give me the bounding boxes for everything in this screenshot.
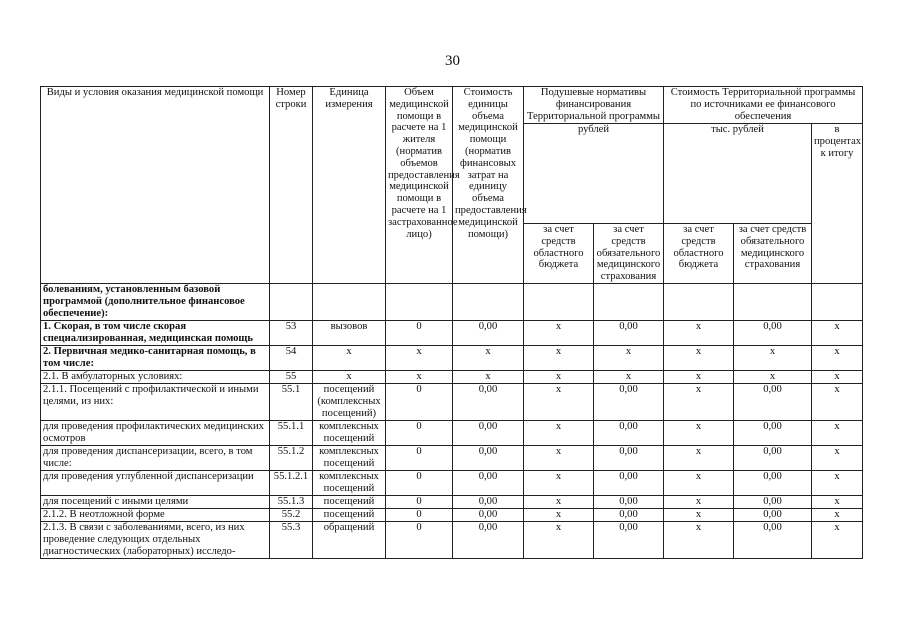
header-row-number: Номер строки [270, 87, 313, 284]
row-name: для проведения профилактических медицинских осмотров [41, 421, 270, 446]
row-name: болеваниям, установленным базовой программой (дополнительное финансовое обеспечение): [41, 284, 270, 321]
row-volume: х [386, 346, 453, 371]
row-percent: х [812, 384, 863, 421]
row-unit: посещений [313, 509, 386, 522]
row-unit-cost: 0,00 [453, 522, 524, 559]
row-cost-oms: 0,00 [734, 522, 812, 559]
row-name: 2.1.1. Посещений с профилактической и иными целями, из них: [41, 384, 270, 421]
row-norm-regional: х [524, 509, 594, 522]
row-volume: х [386, 371, 453, 384]
header-unit: Единица измерения [313, 87, 386, 284]
row-percent: х [812, 471, 863, 496]
header-volume: Объем медицинской помощи в расчете на 1 жителя (норматив объемов предоставления медицинской помощи в расчете на 1 застрахованное лицо) [386, 87, 453, 284]
row-number: 55.1.2.1 [270, 471, 313, 496]
table-row [41, 471, 863, 496]
table-row [41, 321, 863, 346]
row-norm-oms: х [594, 346, 664, 371]
row-norm-regional: х [524, 446, 594, 471]
row-unit-cost: 0,00 [453, 321, 524, 346]
row-percent: х [812, 509, 863, 522]
row-cost-regional: х [664, 471, 734, 496]
row-cost-oms: 0,00 [734, 421, 812, 446]
row-norm-regional: х [524, 346, 594, 371]
row-norm-oms [594, 284, 664, 321]
row-cost-regional: х [664, 421, 734, 446]
header-sub-regional-budget-2: за счет средств областного бюджета [664, 224, 734, 284]
row-name: 2. Первичная медико-санитарная помощь, в том числе: [41, 346, 270, 371]
table-row [41, 496, 863, 509]
header-row-1 [41, 87, 863, 124]
row-unit-cost: х [453, 346, 524, 371]
row-unit: х [313, 371, 386, 384]
row-percent: х [812, 446, 863, 471]
row-unit-cost: 0,00 [453, 421, 524, 446]
table-row [41, 371, 863, 384]
header-type-conditions: Виды и условия оказания медицинской помощи [41, 87, 270, 284]
header-unit-rub: рублей [524, 124, 664, 224]
row-unit-cost: 0,00 [453, 496, 524, 509]
row-cost-oms: х [734, 371, 812, 384]
row-norm-regional: х [524, 522, 594, 559]
row-norm-oms: 0,00 [594, 522, 664, 559]
row-norm-regional: х [524, 471, 594, 496]
table-row [41, 346, 863, 371]
row-volume: 0 [386, 421, 453, 446]
row-volume: 0 [386, 509, 453, 522]
row-cost-regional [664, 284, 734, 321]
header-unit-cost: Стоимость единицы объема медицинской помощи (норматив финансовых затрат на единицу объема предоставления медицинской помощи) [453, 87, 524, 284]
header-sub-regional-budget: за счет средств областного бюджета [524, 224, 594, 284]
row-number: 55.3 [270, 522, 313, 559]
row-cost-oms [734, 284, 812, 321]
row-unit: посещений [313, 496, 386, 509]
row-volume: 0 [386, 446, 453, 471]
header-program-cost: Стоимость Территориальной программы по источниками ее финансового обеспечения [664, 87, 863, 124]
row-cost-regional: х [664, 522, 734, 559]
row-number: 55.1.2 [270, 446, 313, 471]
row-volume: 0 [386, 321, 453, 346]
row-unit-cost: 0,00 [453, 384, 524, 421]
table-row [41, 522, 863, 559]
row-name: для посещений с иными целями [41, 496, 270, 509]
page-number: 30 [445, 53, 460, 69]
row-unit: комплексных посещений [313, 446, 386, 471]
row-norm-oms: х [594, 371, 664, 384]
row-norm-regional: х [524, 421, 594, 446]
header-unit-thousand-rub: тыс. рублей [664, 124, 812, 224]
row-norm-regional: х [524, 384, 594, 421]
row-number [270, 284, 313, 321]
row-percent: х [812, 371, 863, 384]
row-name: для проведения углубленной диспансеризации [41, 471, 270, 496]
row-norm-regional: х [524, 321, 594, 346]
row-number: 55.2 [270, 509, 313, 522]
row-percent [812, 284, 863, 321]
table-row [41, 384, 863, 421]
row-number: 55.1.3 [270, 496, 313, 509]
row-unit: комплексных посещений [313, 421, 386, 446]
row-name: 2.1.2. В неотложной форме [41, 509, 270, 522]
row-cost-regional: х [664, 346, 734, 371]
row-cost-regional: х [664, 384, 734, 421]
row-cost-oms: 0,00 [734, 321, 812, 346]
row-name: для проведения диспансеризации, всего, в том числе: [41, 446, 270, 471]
header-percent: в процентах к итогу [812, 124, 863, 284]
row-norm-oms: 0,00 [594, 321, 664, 346]
row-unit: комплексных посещений [313, 471, 386, 496]
row-cost-regional: х [664, 321, 734, 346]
row-percent: х [812, 522, 863, 559]
header-sub-oms-2: за счет средств обязательного медицинского страхования [734, 224, 812, 284]
row-cost-oms: 0,00 [734, 446, 812, 471]
row-percent: х [812, 496, 863, 509]
table-row [41, 509, 863, 522]
row-norm-oms: 0,00 [594, 471, 664, 496]
row-volume: 0 [386, 471, 453, 496]
row-unit-cost: 0,00 [453, 471, 524, 496]
row-unit-cost: 0,00 [453, 509, 524, 522]
row-name: 2.1. В амбулаторных условиях: [41, 371, 270, 384]
row-volume: 0 [386, 496, 453, 509]
table-row [41, 421, 863, 446]
row-unit: обращений [313, 522, 386, 559]
row-percent: х [812, 321, 863, 346]
row-name: 2.1.3. В связи с заболеваниями, всего, из них проведение следующих отдельных диагностических (лабораторных) исследо- [41, 522, 270, 559]
territorial-program-table [40, 86, 863, 559]
row-cost-oms: 0,00 [734, 509, 812, 522]
row-number: 54 [270, 346, 313, 371]
row-norm-oms: 0,00 [594, 384, 664, 421]
row-cost-oms: 0,00 [734, 384, 812, 421]
row-number: 55 [270, 371, 313, 384]
row-unit: х [313, 346, 386, 371]
row-percent: х [812, 421, 863, 446]
row-cost-oms: 0,00 [734, 496, 812, 509]
row-norm-regional [524, 284, 594, 321]
header-sub-oms: за счет средств обязательного медицинского страхования [594, 224, 664, 284]
row-number: 55.1.1 [270, 421, 313, 446]
row-norm-oms: 0,00 [594, 421, 664, 446]
row-norm-oms: 0,00 [594, 446, 664, 471]
row-cost-regional: х [664, 371, 734, 384]
row-unit-cost: 0,00 [453, 446, 524, 471]
row-volume: 0 [386, 384, 453, 421]
row-number: 53 [270, 321, 313, 346]
table-row [41, 446, 863, 471]
row-norm-regional: х [524, 371, 594, 384]
row-norm-oms: 0,00 [594, 509, 664, 522]
row-norm-regional: х [524, 496, 594, 509]
table-row [41, 284, 863, 321]
row-unit [313, 284, 386, 321]
row-cost-regional: х [664, 496, 734, 509]
header-per-capita-norms: Подушевые нормативы финансирования Территориальной программы [524, 87, 664, 124]
row-norm-oms: 0,00 [594, 496, 664, 509]
row-number: 55.1 [270, 384, 313, 421]
row-cost-regional: х [664, 446, 734, 471]
row-name: 1. Скорая, в том числе скорая специализированная, медицинская помощь [41, 321, 270, 346]
row-volume [386, 284, 453, 321]
row-cost-regional: х [664, 509, 734, 522]
row-volume: 0 [386, 522, 453, 559]
row-unit: посещений (комплексных посещений) [313, 384, 386, 421]
row-unit-cost [453, 284, 524, 321]
row-unit-cost: х [453, 371, 524, 384]
row-percent: х [812, 346, 863, 371]
row-cost-oms: 0,00 [734, 471, 812, 496]
row-cost-oms: х [734, 346, 812, 371]
row-unit: вызовов [313, 321, 386, 346]
